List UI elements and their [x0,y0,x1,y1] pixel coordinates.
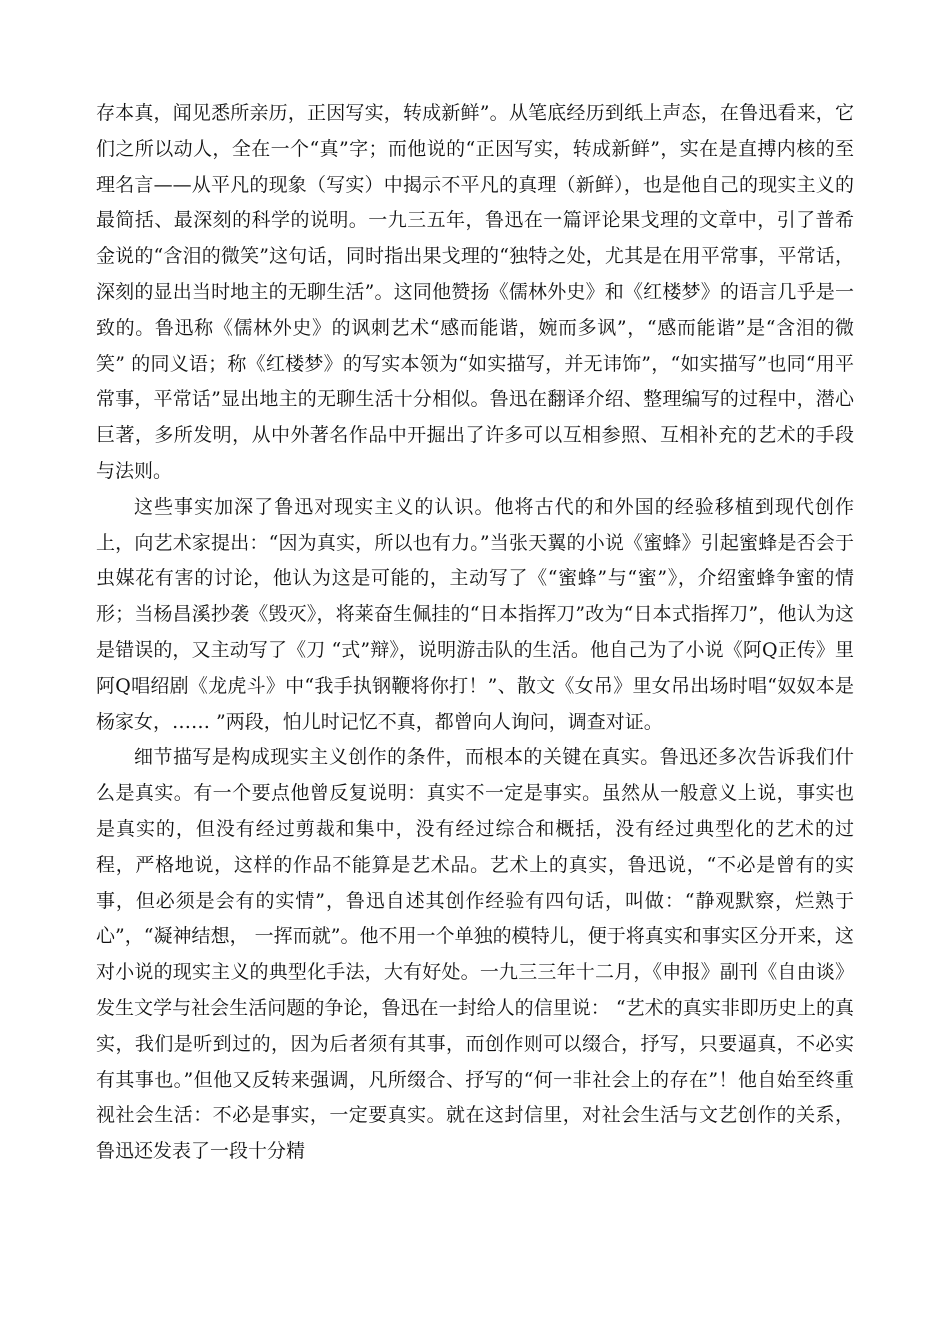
paragraph-2: 这些事实加深了鲁迅对现实主义的认识。他将古代的和外国的经验移植到现代创作上，向艺术家提出：“因为真实，所以也有力。”当张天翼的小说《蜜蜂》引起蜜蜂是否会于虫媒花有害的讨论，他认为这是可能的，主动写了《“蜜蜂”与“蜜”》，介绍蜜蜂争蜜的情形；当杨昌溪抄袭《毁灭》，将莱奋生佩挂的“日本指挥刀”改为“日本式指挥刀”，他认为这是错误的，又主动写了《刀 “式”辩》，说明游击队的生活。他自己为了小说《阿Q正传》里阿Q唱绍剧《龙虎斗》中“我手执钢鞭将你打！”、散文《女吊》里女吊出场时唱“奴奴本是杨家女，…… ”两段，怕儿时记忆不真，都曾向人询问，调查对证。 [96,495,854,733]
paragraph-1: 存本真，闻见悉所亲历，正因写实，转成新鲜”。从笔底经历到纸上声态，在鲁迅看来，它们之所以动人，全在一个“真”字；而他说的“正因写实，转成新鲜”，实在是直搏内核的至理名言——从平凡的现象（写实）中揭示不平凡的真理（新鲜），也是他自己的现实主义的最简括、最深刻的科学的说明。一九三五年，鲁迅在一篇评论果戈理的文章中，引了普希金说的“含泪的微笑”这句话，同时指出果戈理的“独特之处，尤其是在用平常事，平常话，深刻的显出当时地主的无聊生活”。这同他赞扬《儒林外史》和《红楼梦》的语言几乎是一致的。鲁迅称《儒林外史》的讽刺艺术“感而能谐，婉而多讽”，“感而能谐”是“含泪的微笑” 的同义语；称《红楼梦》的写实本领为“如实描写，并无讳饰”，“如实描写”也同“用平常事，平常话”显出地主的无聊生活十分相似。鲁迅在翻译介绍、整理编写的过程中，潜心巨著，多所发明，从中外著名作品中开掘出了许多可以互相参照、互相补充的艺术的手段与法则。 [96,102,854,482]
body-text [96,96,854,1170]
paragraph-3: 细节描写是构成现实主义创作的条件，而根本的关键在真实。鲁迅还多次告诉我们什么是真实。有一个要点他曾反复说明：真实不一定是事实。虽然从一般意义上说，事实也是真实的，但没有经过剪裁和集中，没有经过综合和概括，没有经过典型化的艺术的过程，严格地说，这样的作品不能算是艺术品。艺术上的真实，鲁迅说，“不必是曾有的实事，但必须是会有的实情”，鲁迅自述其创作经验有四句话，叫做：“静观默察，烂熟于心”，“凝神结想， 一挥而就”。他不用一个单独的模特儿，便于将真实和事实区分开来，这对小说的现实主义的典型化手法，大有好处。一九三三年十二月，《申报》副刊《自由谈》发生文学与社会生活问题的争论，鲁迅在一封给人的信里说： “艺术的真实非即历史上的真实，我们是听到过的，因为后者须有其事，而创作则可以缀合，抒写，只要逼真，不必实有其事也。”但他又反转来强调，凡所缀合、抒写的“何一非社会上的存在”！他自始至终重视社会生活：不必是事实，一定要真实。就在这封信里，对社会生活与文艺创作的关系，鲁迅还发表了一段十分精 [96,746,854,1163]
